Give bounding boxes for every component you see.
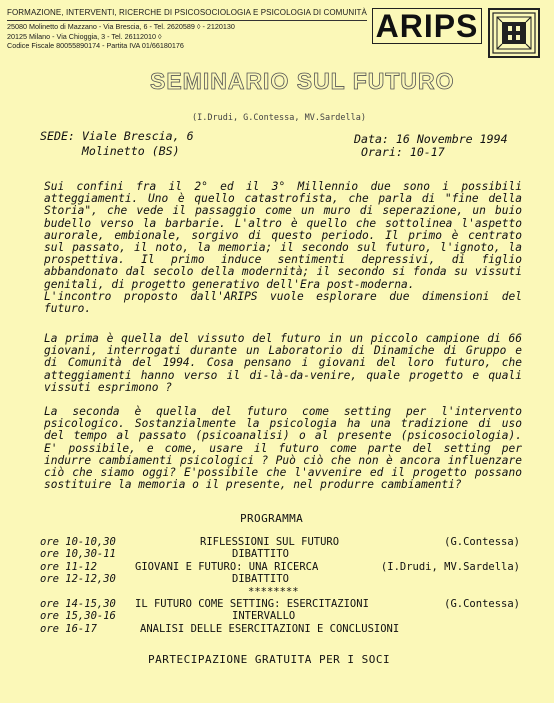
schedule-time: ore 10-10,30 — [40, 536, 116, 548]
venue-block — [40, 129, 194, 159]
schedule-row — [40, 561, 520, 573]
schedule-speaker: (G.Contessa) — [444, 536, 520, 548]
schedule-time: ore 16-17 — [40, 622, 97, 635]
venue-line1: Viale Brescia, 6 — [81, 129, 194, 143]
program-schedule — [40, 536, 520, 635]
letterhead-line: FORMAZIONE, INTERVENTI, RICERCHE DI PSICOSOCIOLOGIA E PSICOLOGIA DI COMUNITÀ — [7, 8, 367, 17]
letterhead-line: 20125 Milano - Via Chioggia, 3 - Tel. 26112010 ◊ — [7, 31, 162, 41]
page-title: SEMINARIO SUL FUTURO — [150, 68, 455, 94]
schedule-row — [40, 536, 520, 548]
schedule-activity: IL FUTURO COME SETTING: ESERCITAZIONI — [135, 597, 369, 610]
schedule-speaker: (G.Contessa) — [444, 597, 520, 610]
schedule-speaker: (I.Drudi, MV.Sardella) — [380, 560, 520, 573]
schedule-activity: DIBATTITO — [232, 573, 289, 586]
schedule-row — [40, 598, 520, 610]
footer-note: PARTECIPAZIONE GRATUITA PER I SOCI — [148, 653, 391, 666]
letterhead-address — [7, 8, 367, 51]
venue-label: SEDE: — [40, 129, 75, 143]
intro-paragraph — [44, 181, 522, 315]
schedule-time: ore 11-12 — [40, 560, 97, 573]
schedule-activity: GIOVANI E FUTURO: UNA RICERCA — [135, 560, 319, 573]
letterhead-divider — [7, 20, 367, 21]
separator-asterisks: ******** — [248, 585, 299, 598]
paragraph-text: La prima è quella del vissuto del futuro in un piccolo campione di 66 giovani, interrogati durante un Laboratorio di Dinamiche di Gruppo e di Comunità del 1994. Cosa pensano i giovani del loro futuro, che atteggiamenti hanno verso il di-là-da-venire, quale progetto e quali vissuti esprimono ? — [44, 332, 522, 394]
schedule-activity: ANALISI DELLE ESERCITAZIONI E CONCLUSIONI — [140, 622, 400, 635]
schedule-activity: RIFLESSIONI SUL FUTURO — [200, 536, 340, 548]
schedule-row — [40, 623, 520, 635]
letterhead-line: 25080 Molinetto di Mazzano - Via Brescia, 6 - Tel. 2620589 ◊ - 2120130 — [7, 21, 235, 31]
letterhead-line: Codice Fiscale 80055890174 - Partita IVA 01/66180176 — [7, 41, 184, 51]
hours-text: Orari: 10-17 — [360, 145, 445, 159]
schedule-time: ore 14-15,30 — [40, 597, 116, 610]
venue-line2: Molinetto (BS) — [81, 144, 180, 158]
schedule-time: ore 12-12,30 — [40, 573, 116, 586]
date-block — [354, 133, 508, 159]
schedule-row — [40, 548, 520, 560]
paragraph-text: La seconda è quella del futuro come setting per l'intervento psicologico. Sostanzialmente la psicologia ha una tradizione di uso del tempo al passato (psicoanalisi) o al presente (psicosociologia). E' possibile, e come, usare il futuro come parte del setting per indurre cambiamenti psicologici ? Può ciò che non è ancora influenzare ciò che siamo oggi? E'possibile che l'avvenire ed il progetto possano sostituire la memoria o il presente, nel produrre cambiamenti? — [44, 405, 522, 492]
schedule-activity: DIBATTITO — [232, 548, 289, 561]
paragraph-text: Sui confini fra il 2° ed il 3° Millennio due sono i possibili atteggiamenti. Uno è quello catastrofista, che parla di "fine della Storia", che vede il passaggio come un muro di seperazione, un buio budello verso la barbarie. L'altro è quello che sottolinea l'aspetto aurorale, embionale, sorgivo di questo periodo. Il primo è centrato sul passato, il noto, la memoria; il secondo sul futuro, l'ignoto, la prospettiva. Il primo induce sentimenti depressivi, di figlio abbandonato dal secolo della modernità; il secondo si fonda su vissuti genitali, di progetto generativo dell'Era post-moderna. — [44, 180, 522, 291]
schedule-time: ore 15,30-16 — [40, 610, 116, 623]
schedule-row — [40, 573, 520, 585]
arips-emblem-icon — [488, 8, 540, 58]
second-dimension-paragraph — [44, 406, 522, 491]
schedule-separator — [40, 586, 520, 598]
program-title: PROGRAMMA — [240, 512, 304, 525]
arips-logo-text: ARIPS — [372, 8, 482, 44]
schedule-row — [40, 610, 520, 622]
paragraph-text: L'incontro proposto dall'ARIPS vuole esplorare due dimensioni del futuro. — [44, 289, 522, 316]
schedule-activity: INTERVALLO — [232, 610, 296, 623]
date-text: Data: 16 Novembre 1994 — [354, 132, 508, 146]
first-dimension-paragraph — [44, 333, 522, 394]
authors-line: (I.Drudi, G.Contessa, MV.Sardella) — [192, 113, 366, 123]
schedule-time: ore 10,30-11 — [40, 548, 116, 561]
